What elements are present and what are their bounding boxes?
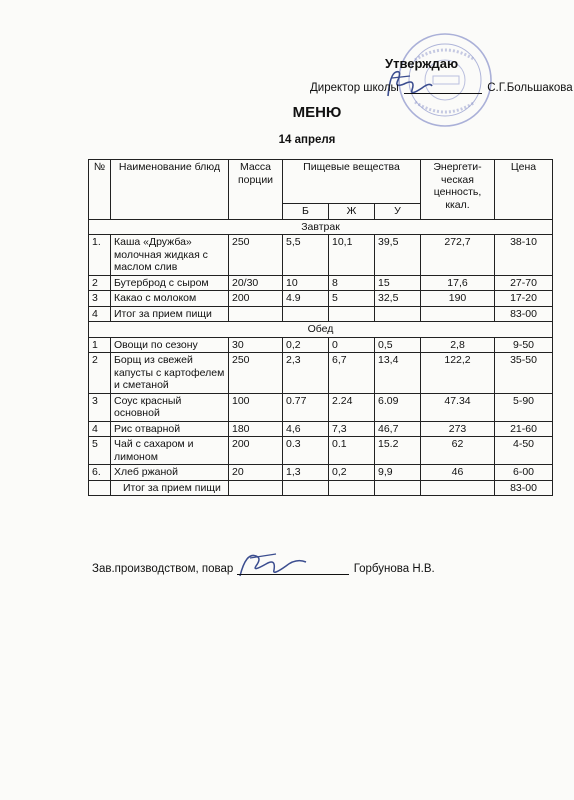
row-price: 83-00 xyxy=(495,480,553,496)
footer-signature-line xyxy=(92,563,435,575)
row-b: 5,5 xyxy=(283,235,329,276)
row-u: 0,5 xyxy=(375,337,421,353)
row-zh: 5 xyxy=(329,291,375,307)
table-row xyxy=(89,337,553,353)
table-row xyxy=(89,437,553,465)
row-energy: 190 xyxy=(421,291,495,307)
row-energy: 17,6 xyxy=(421,275,495,291)
row-mass: 20/30 xyxy=(229,275,283,291)
signature-line xyxy=(404,82,482,94)
row-name: Овощи по сезону xyxy=(111,337,229,353)
menu-table xyxy=(88,159,553,496)
row-mass xyxy=(229,480,283,496)
row-b: 1,3 xyxy=(283,465,329,481)
table-row xyxy=(89,465,553,481)
row-mass: 100 xyxy=(229,393,283,421)
header-price: Цена xyxy=(495,160,553,220)
row-price: 27-70 xyxy=(495,275,553,291)
table-row xyxy=(89,353,553,394)
footer-label: Зав.производством, повар xyxy=(92,563,234,575)
row-num: 6. xyxy=(89,465,111,481)
row-name: Итог за прием пищи xyxy=(111,480,229,496)
page-title: МЕНЮ xyxy=(292,104,342,121)
row-zh: 0 xyxy=(329,337,375,353)
row-u: 13,4 xyxy=(375,353,421,394)
row-energy: 62 xyxy=(421,437,495,465)
row-b: 0.77 xyxy=(283,393,329,421)
row-u: 6.09 xyxy=(375,393,421,421)
row-num: 3 xyxy=(89,291,111,307)
header-zh: Ж xyxy=(329,204,375,220)
table-row xyxy=(89,421,553,437)
header-mass: Масса порции xyxy=(229,160,283,220)
table-row-total xyxy=(89,306,553,322)
row-energy xyxy=(421,480,495,496)
row-energy: 2,8 xyxy=(421,337,495,353)
row-b: 0.3 xyxy=(283,437,329,465)
row-num: 4 xyxy=(89,421,111,437)
section-lunch-title: Обед xyxy=(89,322,553,338)
row-energy: 272,7 xyxy=(421,235,495,276)
row-energy: 46 xyxy=(421,465,495,481)
row-b: 4.9 xyxy=(283,291,329,307)
row-mass: 20 xyxy=(229,465,283,481)
row-b: 0,2 xyxy=(283,337,329,353)
row-zh xyxy=(329,480,375,496)
row-energy: 273 xyxy=(421,421,495,437)
signature-line xyxy=(237,563,349,575)
director-label: Директор школы xyxy=(310,82,399,94)
row-name: Борщ из свежей капусты с картофелем и сметаной xyxy=(111,353,229,394)
row-zh: 2.24 xyxy=(329,393,375,421)
row-u xyxy=(375,480,421,496)
menu-date: 14 апреля xyxy=(278,134,336,146)
footer-name: Горбунова Н.В. xyxy=(353,563,435,575)
row-u xyxy=(375,306,421,322)
row-name: Какао с молоком xyxy=(111,291,229,307)
row-b xyxy=(283,480,329,496)
row-mass xyxy=(229,306,283,322)
row-mass: 200 xyxy=(229,437,283,465)
row-b: 2,3 xyxy=(283,353,329,394)
table-row xyxy=(89,275,553,291)
row-num: 4 xyxy=(89,306,111,322)
table-row-total xyxy=(89,480,553,496)
row-price: 38-10 xyxy=(495,235,553,276)
table-row xyxy=(89,235,553,276)
header-b: Б xyxy=(283,204,329,220)
row-energy xyxy=(421,306,495,322)
row-price: 21-60 xyxy=(495,421,553,437)
row-num: 2 xyxy=(89,275,111,291)
header-name: Наименование блюд xyxy=(111,160,229,220)
row-u: 32,5 xyxy=(375,291,421,307)
row-zh: 8 xyxy=(329,275,375,291)
row-num: 5 xyxy=(89,437,111,465)
row-price: 5-90 xyxy=(495,393,553,421)
row-b xyxy=(283,306,329,322)
row-num: 2 xyxy=(89,353,111,394)
row-u: 15.2 xyxy=(375,437,421,465)
row-num xyxy=(89,480,111,496)
row-price: 4-50 xyxy=(495,437,553,465)
table-row xyxy=(89,393,553,421)
row-name: Итог за прием пищи xyxy=(111,306,229,322)
row-mass: 180 xyxy=(229,421,283,437)
row-mass: 30 xyxy=(229,337,283,353)
row-price: 9-50 xyxy=(495,337,553,353)
row-price: 35-50 xyxy=(495,353,553,394)
header-u: У xyxy=(375,204,421,220)
row-zh: 10,1 xyxy=(329,235,375,276)
row-name: Бутерброд с сыром xyxy=(111,275,229,291)
director-name: С.Г.Большакова xyxy=(487,82,573,94)
row-mass: 250 xyxy=(229,353,283,394)
row-energy: 122,2 xyxy=(421,353,495,394)
row-price: 6-00 xyxy=(495,465,553,481)
row-name: Рис отварной xyxy=(111,421,229,437)
row-num: 3 xyxy=(89,393,111,421)
row-name: Чай с сахаром и лимоном xyxy=(111,437,229,465)
row-num: 1. xyxy=(89,235,111,276)
row-b: 4,6 xyxy=(283,421,329,437)
header-num: № xyxy=(89,160,111,220)
row-zh: 7,3 xyxy=(329,421,375,437)
row-zh: 0,2 xyxy=(329,465,375,481)
row-energy: 47.34 xyxy=(421,393,495,421)
row-name: Соус красный основной xyxy=(111,393,229,421)
header-nutrients: Пищевые вещества xyxy=(283,160,421,204)
row-mass: 250 xyxy=(229,235,283,276)
director-line xyxy=(310,82,573,94)
row-zh xyxy=(329,306,375,322)
row-price: 83-00 xyxy=(495,306,553,322)
row-u: 9,9 xyxy=(375,465,421,481)
row-zh: 0.1 xyxy=(329,437,375,465)
row-num: 1 xyxy=(89,337,111,353)
row-b: 10 xyxy=(283,275,329,291)
row-price: 17-20 xyxy=(495,291,553,307)
row-zh: 6,7 xyxy=(329,353,375,394)
row-u: 15 xyxy=(375,275,421,291)
section-breakfast-title: Завтрак xyxy=(89,219,553,235)
row-name: Хлеб ржаной xyxy=(111,465,229,481)
row-name: Каша «Дружба» молочная жидкая с маслом слив xyxy=(111,235,229,276)
header-energy: Энергети-ческая ценность, ккал. xyxy=(421,160,495,220)
row-u: 39,5 xyxy=(375,235,421,276)
row-u: 46,7 xyxy=(375,421,421,437)
row-mass: 200 xyxy=(229,291,283,307)
table-row xyxy=(89,291,553,307)
approval-heading: Утверждаю xyxy=(385,56,459,71)
